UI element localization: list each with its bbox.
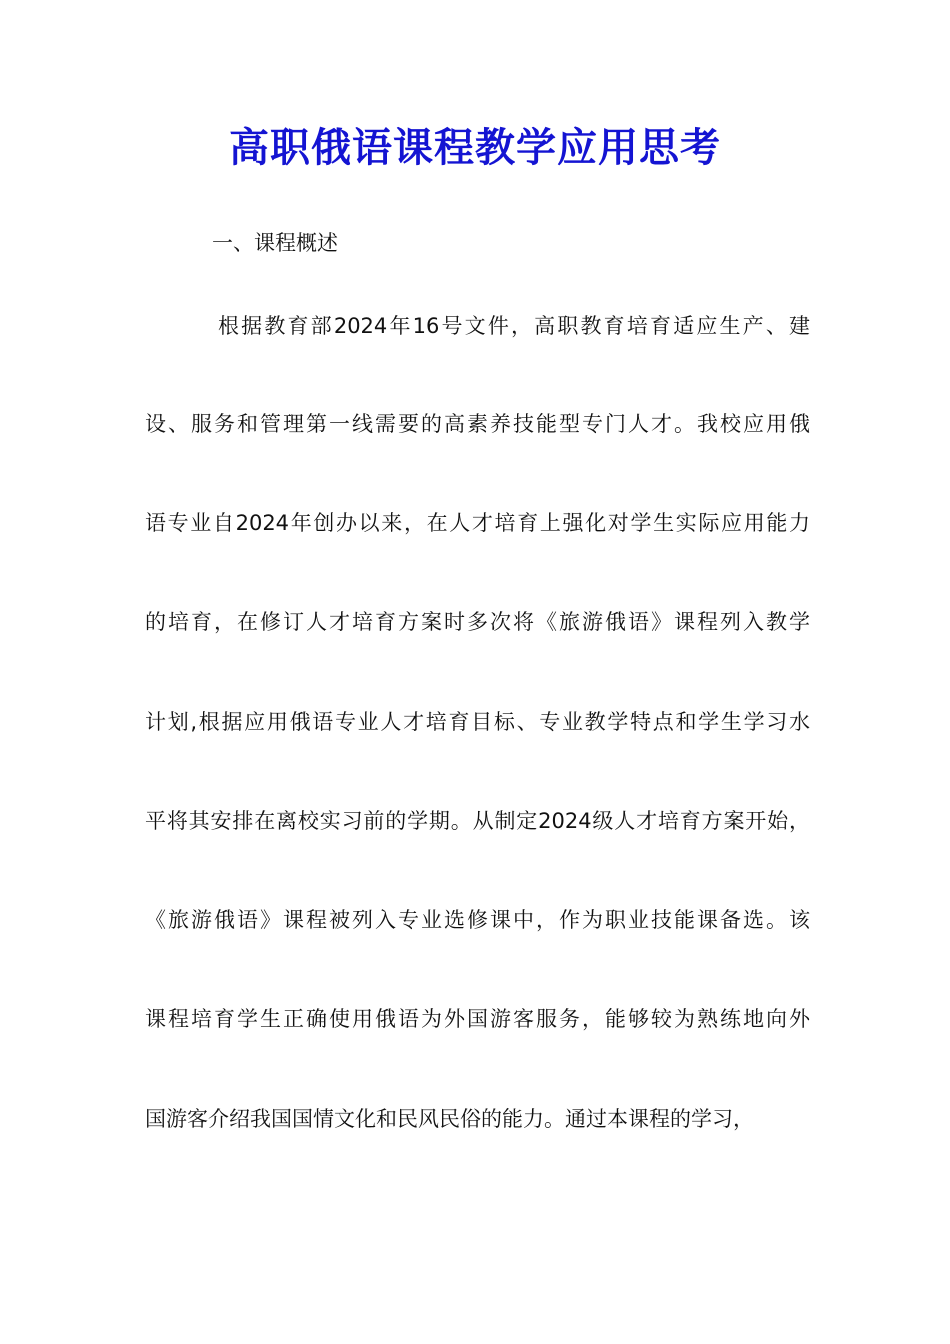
paragraph-line: 计划,根据应用俄语专业人才培育目标、专业教学特点和学生学习水 (145, 710, 810, 734)
paragraph-line: 平将其安排在离校实习前的学期。从制定2024级人才培育方案开始， (145, 809, 810, 833)
paragraph-line: 《旅游俄语》课程被列入专业选修课中，作为职业技能课备选。该 (145, 908, 810, 932)
paragraph-line: 国游客介绍我国国情文化和民风民俗的能力。通过本课程的学习， (145, 1107, 754, 1131)
paragraph-line: 设、服务和管理第一线需要的高素养技能型专门人才。我校应用俄 (145, 412, 810, 436)
paragraph-line: 的培育，在修订人才培育方案时多次将《旅游俄语》课程列入教学 (145, 610, 810, 634)
paragraph-line: 根据教育部2024年16号文件，高职教育培育适应生产、建 (218, 314, 810, 338)
paragraph-line: 语专业自2024年创办以来，在人才培育上强化对学生实际应用能力 (145, 511, 810, 535)
section-heading: 一、课程概述 (212, 231, 338, 255)
paragraph-line: 课程培育学生正确使用俄语为外国游客服务，能够较为熟练地向外 (145, 1007, 810, 1031)
document-title: 高职俄语课程教学应用思考 (229, 124, 721, 171)
